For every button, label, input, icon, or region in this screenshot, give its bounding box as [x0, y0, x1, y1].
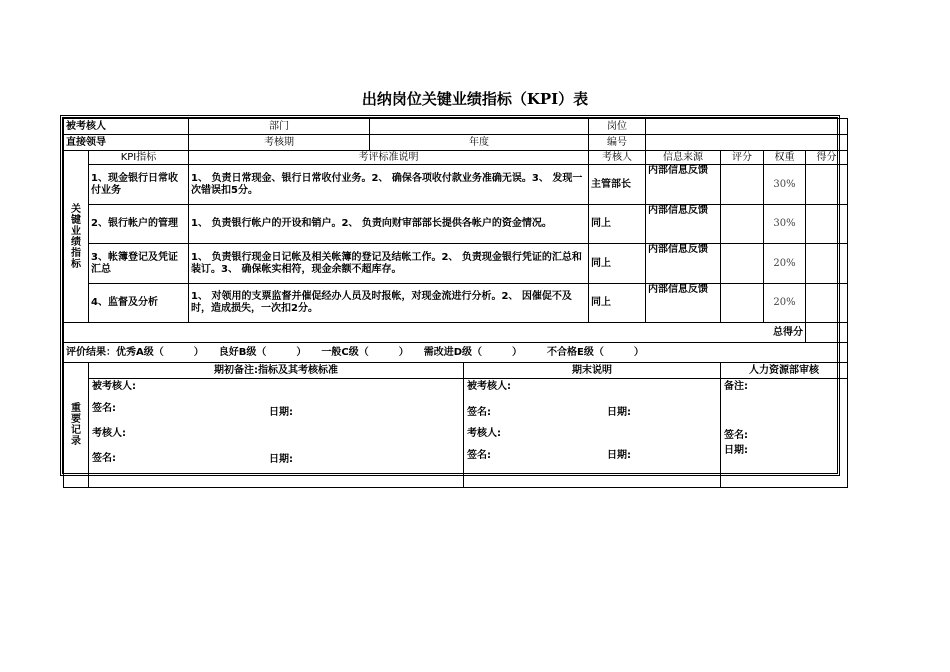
score-column-header: 评分 [721, 151, 764, 165]
sign-label: 签名: [724, 430, 748, 441]
evaluation-result: 评价结果：优秀A级（ ） 良好B级（ ） 一般C级（ ） 需改进D级（ ） 不合格E级（ ） [64, 343, 848, 363]
remark-label: 备注: [724, 381, 748, 392]
records-final-cell [464, 379, 721, 488]
kpi-points[interactable] [806, 284, 848, 323]
kpi-score[interactable] [721, 244, 764, 284]
assessor-sign-label: 考核人: [467, 428, 501, 439]
evaluation-row [64, 343, 848, 363]
records-header-row [64, 363, 848, 379]
weight-column-header: 权重 [764, 151, 806, 165]
kpi-table [63, 118, 848, 488]
kpi-assessor: 主管部长 [589, 165, 646, 205]
points-column-header: 得分 [806, 151, 848, 165]
number-value[interactable] [646, 135, 848, 151]
sign-label: 签名: [92, 403, 116, 414]
kpi-weight: 20% [764, 284, 806, 323]
supervisor-label: 直接领导 [64, 135, 189, 151]
kpi-row [64, 284, 848, 323]
kpi-name: 2、银行帐户的管理 [89, 205, 189, 244]
header-row-1 [64, 119, 848, 135]
total-score-value[interactable] [806, 323, 848, 343]
period-label: 考核期 [189, 135, 370, 151]
position-value[interactable] [646, 119, 848, 135]
department-label: 部门 [189, 119, 370, 135]
records-col2-header: 期末说明 [464, 363, 721, 379]
kpi-standard: 1、 负责银行现金日记帐及相关帐簿的登记及结帐工作。2、 负责现金银行凭证的汇总和装订。3、 确保帐实相符，现金余额不超库存。 [189, 244, 589, 284]
standard-column-header: 考评标准说明 [189, 151, 589, 165]
sign-label: 签名: [467, 450, 491, 461]
year-label: 年度 [370, 135, 589, 151]
sign-label: 签名: [92, 453, 116, 464]
department-value[interactable] [370, 119, 589, 135]
kpi-name: 1、现金银行日常收付业务 [89, 165, 189, 205]
kpi-assessor: 同上 [589, 284, 646, 323]
kpi-points[interactable] [806, 244, 848, 284]
kpi-weight: 20% [764, 244, 806, 284]
records-hr-cell [721, 379, 848, 488]
kpi-side-label: 关 键 业 绩 指 标 [64, 151, 89, 323]
kpi-score[interactable] [721, 205, 764, 244]
kpi-source: 内部信息反馈 [646, 244, 721, 284]
column-header-row [64, 151, 848, 165]
kpi-score[interactable] [721, 165, 764, 205]
assessor-sign-label: 考核人: [92, 428, 126, 439]
date-label: 日期: [724, 445, 748, 456]
kpi-points[interactable] [806, 165, 848, 205]
date-label: 日期: [607, 450, 631, 461]
source-column-header: 信息来源 [646, 151, 721, 165]
kpi-name: 4、监督及分析 [89, 284, 189, 323]
kpi-standard: 1、 负责银行帐户的开设和销户。2、 负责向财审部部长提供各帐户的资金情况。 [189, 205, 589, 244]
kpi-assessor: 同上 [589, 205, 646, 244]
kpi-source: 内部信息反馈 [646, 205, 721, 244]
kpi-source: 内部信息反馈 [646, 165, 721, 205]
kpi-row [64, 205, 848, 244]
records-body-row [64, 379, 848, 488]
kpi-points[interactable] [806, 205, 848, 244]
records-col3-header: 人力资源部审核 [721, 363, 848, 379]
date-label: 日期: [269, 407, 293, 418]
number-label: 编号 [589, 135, 646, 151]
total-score-label: 总得分 [64, 323, 806, 343]
kpi-sheet [60, 115, 840, 476]
evaluatee-label: 被考核人 [64, 119, 189, 135]
total-row [64, 323, 848, 343]
kpi-source: 内部信息反馈 [646, 284, 721, 323]
position-label: 岗位 [589, 119, 646, 135]
sign-label: 签名: [467, 407, 491, 418]
assessor-column-header: 考核人 [589, 151, 646, 165]
kpi-score[interactable] [721, 284, 764, 323]
evaluatee-sign-label: 被考核人: [92, 381, 136, 392]
kpi-name: 3、帐簿登记及凭证汇总 [89, 244, 189, 284]
evaluatee-sign-label: 被考核人: [467, 381, 511, 392]
kpi-row [64, 244, 848, 284]
records-initial-cell [89, 379, 464, 488]
header-row-2 [64, 135, 848, 151]
kpi-weight: 30% [764, 165, 806, 205]
kpi-standard: 1、 负责日常现金、银行日常收付业务。2、 确保各项收付款业务准确无误。3、 发现一次错误扣5分。 [189, 165, 589, 205]
page-title: 出纳岗位关键业绩指标（KPI）表 [361, 90, 589, 108]
kpi-assessor: 同上 [589, 244, 646, 284]
records-side-label: 重 要 记 录 [64, 363, 89, 488]
date-label: 日期: [269, 454, 293, 465]
date-label: 日期: [607, 407, 631, 418]
kpi-standard: 1、 对领用的支票监督并催促经办人员及时报帐，对现金流进行分析。2、 因催促不及时，造成损失，一次扣2分。 [189, 284, 589, 323]
kpi-column-header: KPI指标 [89, 151, 189, 165]
kpi-weight: 30% [764, 205, 806, 244]
records-col1-header: 期初备注:指标及其考核标准 [89, 363, 464, 379]
kpi-row [64, 165, 848, 205]
